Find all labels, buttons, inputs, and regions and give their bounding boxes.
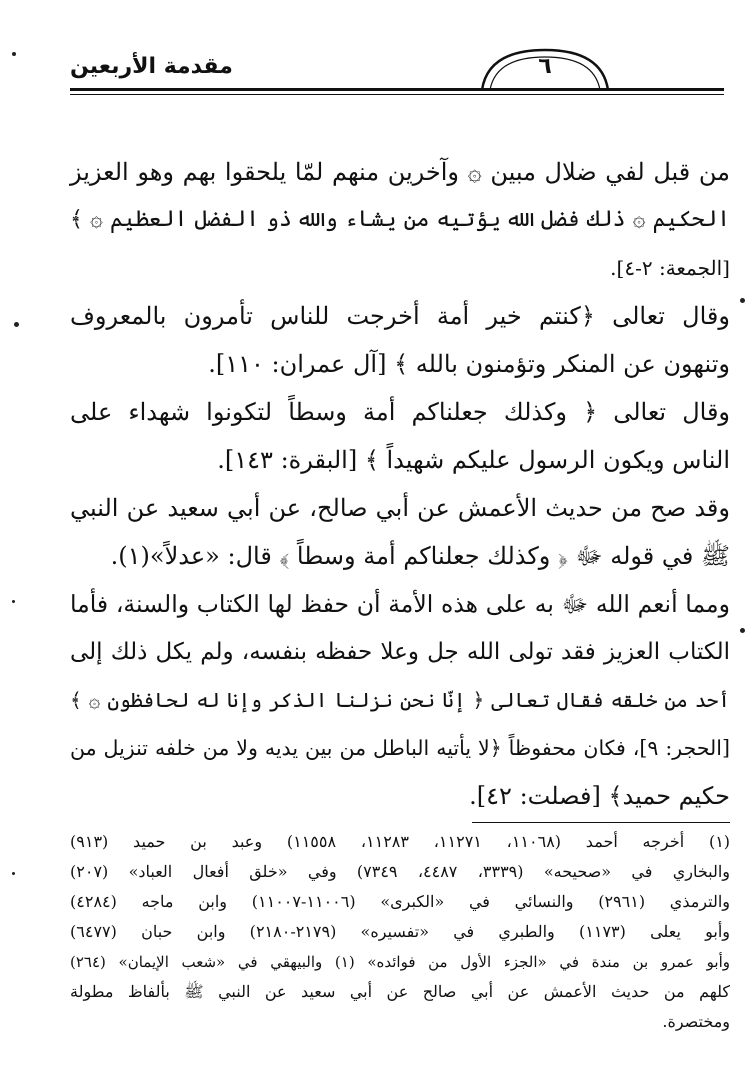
footnote-line: ومختصرة. [662,1012,730,1031]
text-line: وقال تعالى ﴿كنتم خير أمة أخرجت للناس تأمرون بالمعروف [70,302,730,330]
footnote-line: والبخاري في «صحيحه» (٣٣٣٩، ٤٤٨٧، ٧٣٤٩) وفي «خلق أفعال العباد» (٢٠٧) [70,862,731,881]
scan-mark [740,298,745,303]
text-line: حكيم حميد﴾ [فصلت: ٤٢]. [469,782,730,810]
scan-mark [12,52,16,56]
text-line: وقال تعالى ﴿ وكذلك جعلناكم أمة وسطاً لتكونوا شهداء على [70,398,730,426]
scan-mark [14,322,19,327]
page-header-title: مقدمة الأربعين [70,54,233,79]
header-rule-thin [70,94,724,95]
text-line: الكتاب العزيز فقد تولى الله جل وعلا حفظه بنفسه، ولم يكل ذلك إلى [70,639,730,665]
text-line: ﷺ في قوله ﷻ ﴿ وكذلك جعلناكم أمة وسطاً ﴾ قال: «عدلاً»(١). [110,542,730,570]
scan-mark [740,628,745,633]
header-rule-thick [70,88,724,91]
scan-mark [12,600,15,603]
text-line: وتنهون عن المنكر وتؤمنون بالله ﴾ [آل عمران: ١١٠]. [208,350,730,378]
footnote-line: (١) أخرجه أحمد (١١٠٦٨، ١١٢٧١، ١١٢٨٣، ١١٥٥٨) وعبد بن حميد (٩١٣) [70,832,731,851]
scan-mark [12,872,15,875]
text-line: ومما أنعم الله ﷻ به على هذه الأمة أن حفظ لها الكتاب والسنة، فأما [70,590,730,618]
text-line: من قبل لفي ضلال مبين ۞ وآخرين منهم لمّا يلحقوا بهم وهو العزيز [70,158,730,186]
footnote-line: وأبو يعلى (١١٧٣) والطبري في «تفسيره» (٢١٧٩-٢١٨٠) وابن حبان (٦٤٧٧) [70,922,731,941]
text-line: [الحجر: ٩]، فكان محفوظاً ﴿لا يأتيه الباطل من بين يديه ولا من خلفه تنزيل من [70,736,730,760]
footnote-line: كلهم من حديث الأعمش عن أبي صالح عن أبي سعيد عن النبي ﷺ بألفاظ مطولة [70,982,730,1001]
text-line: الحكيم ۞ ذلك فضل الله يؤتيه من يشاء والله ذو الفضل العظيم ۞ ﴾ [70,207,730,232]
footnote-line: وأبو عمرو بن مندة في «الجزء الأول من فوائده» (١) والبيهقي في «شعب الإيمان» (٢٦٤) [70,953,730,971]
footnote-separator [472,822,730,823]
text-line: وقد صح من حديث الأعمش عن أبي صالح، عن أبي سعيد عن النبي [70,494,730,522]
page-number: ٦ [538,54,552,79]
text-line: [الجمعة: ٢-٤]. [610,256,730,280]
text-line: الناس ويكون الرسول عليكم شهيداً ﴾ [البقرة: ١٤٣]. [217,446,730,474]
text-line: أحد من خلقه فقال تعالى ﴿ إنّا نحن نزلنا الذكر وإنا له لحافظون ۞ ﴾ [70,688,730,712]
footnote-line: والترمذي (٢٩٦١) والنسائي في «الكبرى» (١١٠٠٦-١١٠٠٧) وابن ماجه (٤٢٨٤) [70,892,730,911]
